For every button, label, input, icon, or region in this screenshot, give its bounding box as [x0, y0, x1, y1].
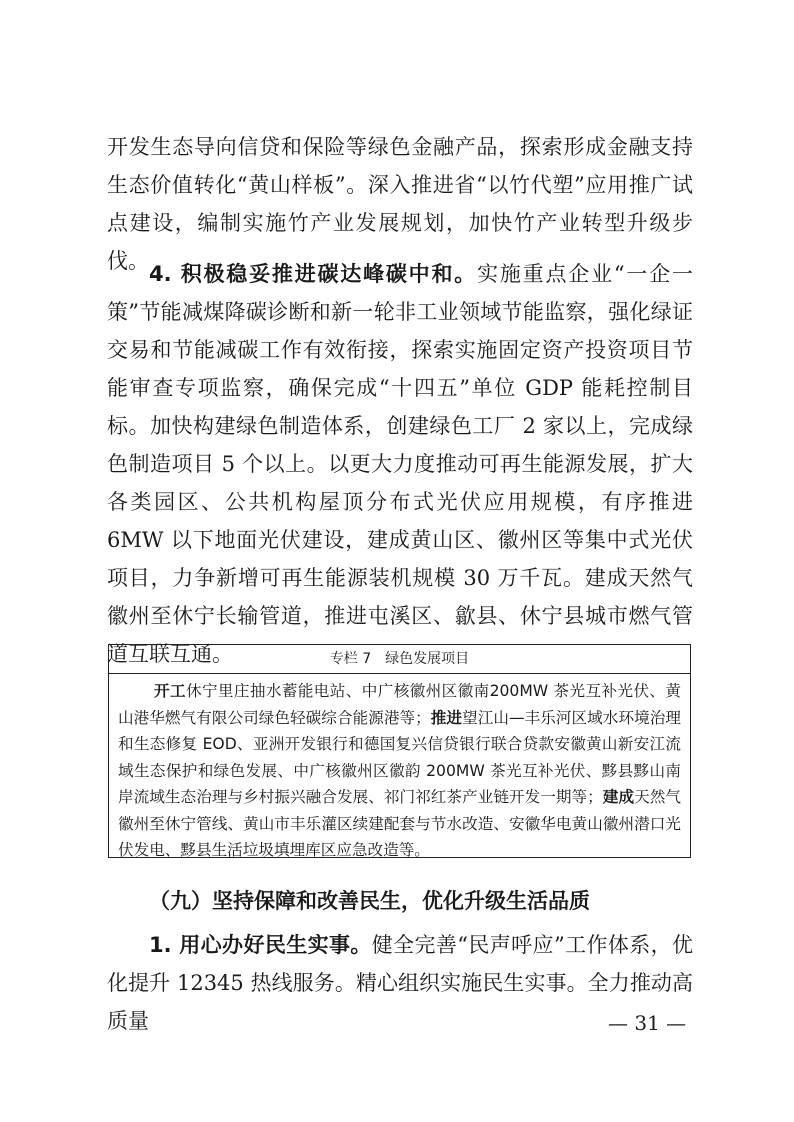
paragraph-livelihood-text: 健全完善“民声呼应”工作体系，优化提升 12345 热线服务。精心组织实施民生实事。全力推动高质量 — [107, 933, 693, 1033]
section-heading-carbon: 4. 积极稳妥推进碳达峰碳中和。 — [149, 262, 478, 286]
section-heading-livelihood-1: 1. 用心办好民生实事。 — [149, 933, 372, 957]
paragraph-carbon-peak — [107, 255, 693, 673]
section-heading-livelihood: （九）坚持保障和改善民生，优化升级生活品质 — [149, 889, 590, 913]
projects-start: 休宁里庄抽水蓄能电站、中广核徽州区徽南200MW 茶光互补光伏、黄山港华燃气有限公司绿色轻碳综合能源港等； — [118, 682, 681, 727]
box-title: 专栏 7 绿色发展项目 — [109, 645, 690, 674]
keyword-complete: 建成 — [602, 788, 635, 806]
sidebar-box-green-projects — [108, 644, 691, 858]
keyword-advance: 推进 — [430, 708, 463, 727]
projects-advance: 望江山—丰乐河区域水环境治理和生态修复 EOD、亚洲开发银行和德国复兴信贷银行联合贷款安徽黄山新安江流域生态保护和绿色发展、中广核徽州区徽韵 200MW 茶光互补光伏、黟县黟山南岸流域生态治理与乡村振兴融合发展、祁门祁红茶产业链开发一期等； — [118, 708, 681, 806]
paragraph-green-finance: 开发生态导向信贷和保险等绿色金融产品，探索形成金融支持生态价值转化“黄山样板”。深入推进省“以竹代塑”应用推广试点建设，编制实施竹产业发展规划，加快竹产业转型升级步伐。 — [107, 135, 693, 273]
paragraph-carbon-text: 实施重点企业“一企一策”节能减煤降碳诊断和新一轮非工业领域节能监察，强化绿证交易和节能减碳工作有效衔接，探索实施固定资产投资项目节能审查专项监察，确保完成“十四五”单位 GDP 能耗控制目标。加快构建绿色制造体系，创建绿色工厂 2 家以上，完成绿色制造项目 5 个以上。以更大力度推动可再生能源发展，扩大各类园区、公共机构屋顶分布式光伏应用规模，有序推进 6MW 以下地面光伏建设，建成黄山区、徽州区等集中式光伏项目，力争新增可再生能源装机规模 30 万千瓦。建成天然气徽州至休宁长输管道，推进屯溪区、歙县、休宁县城市燃气管道互联互通。 — [107, 262, 693, 666]
projects-complete: 天然气徽州至休宁管线、黄山市丰乐灌区续建配套与节水改造、安徽华电黄山徽州潜口光伏发电、黟县生活垃圾填埋库区应急改造等。 — [118, 788, 681, 859]
page-number: — 31 — — [608, 1011, 687, 1035]
paragraph-livelihood — [107, 926, 693, 1040]
box-body — [109, 674, 690, 864]
keyword-start: 开工 — [154, 682, 186, 700]
